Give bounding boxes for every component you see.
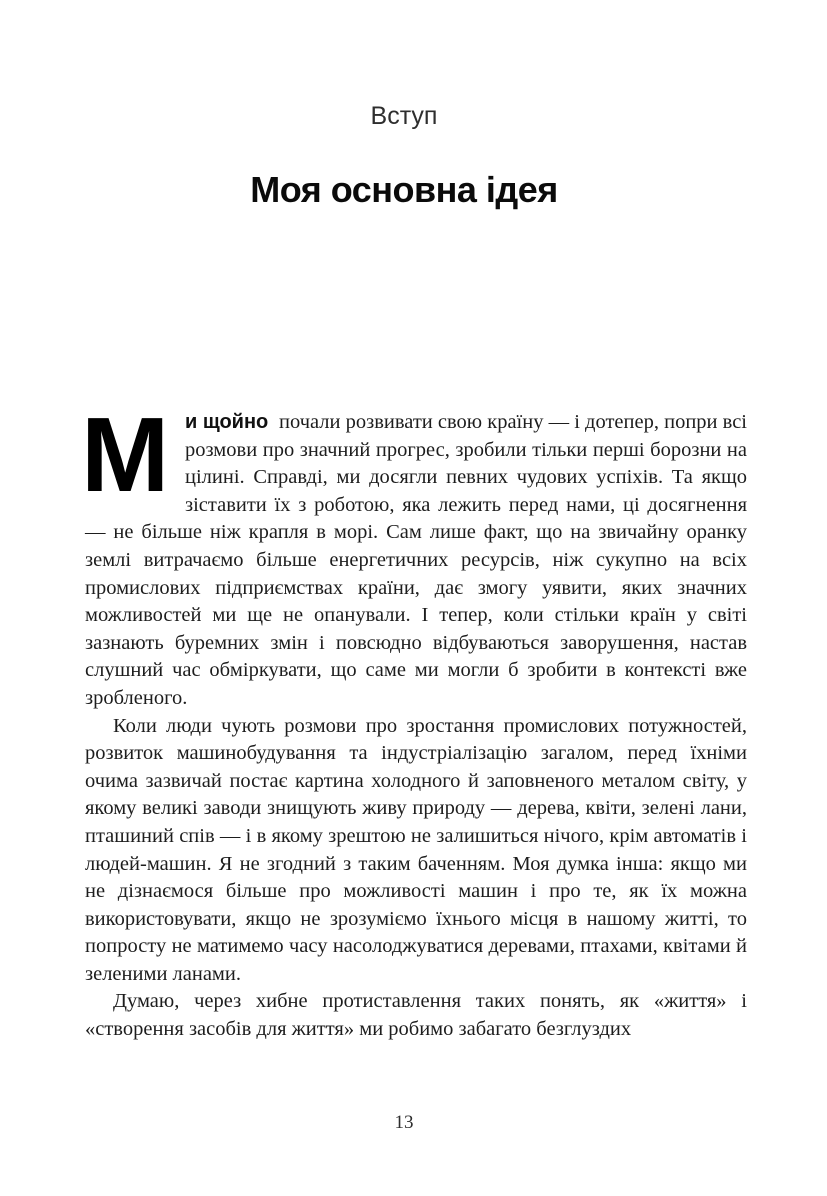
drop-cap-letter: М xyxy=(81,396,170,514)
body-text xyxy=(85,409,747,1044)
lead-in-words: и щойно xyxy=(185,411,269,433)
section-label: Вступ xyxy=(370,102,438,130)
paragraph-1-text: почали розвивати свою країну — і дотепер, попри всі розмови про значний прогрес, зробили тільки перші борозни на цілині. Справді, ми досягли певних чудових успіхів. Та якщо зіставити їх з роботою, яка лежить перед нами, ці досягнення — не більше ніж крапля в морі. Сам лише факт, що на звичайну оранку землі витрачаємо більше енергетичних ресурсів, ніж сукупно на всіх промислових підприємствах країни, дає змогу уявити, яких значних можливостей ми ще не опанували. І тепер, коли стільки країн у світі зазнають буремних змін і повсюдно відбуваються заворушення, настав слушний час обміркувати, що саме ми могли б зробити в контексті вже зробленого. xyxy=(85,411,748,709)
page-number: 13 xyxy=(394,1112,414,1133)
paragraph-2: Коли люди чують розмови про зростання промислових потужностей, розвиток машинобудування та індустріалізацію загалом, перед їхніми очима зазвичай постає картина холодного й заповненого металом світу, у якому великі заводи знищують живу природу — дерева, квіти, зелені лани, пташиний спів — і в якому зрештою не залишиться нічого, крім автоматів і людей-машин. Я не згодний з таким баченням. Моя думка інша: якщо ми не дізнаємося більше про можливості машин і про те, як їх можна використовувати, якщо не зрозуміємо їхнього місця в нашому житті, то попросту не матимемо часу насолоджуватися деревами, птахами, квітами й зеленими ланами. xyxy=(85,714,747,985)
paragraph-1 xyxy=(85,409,747,713)
drop-cap-spacer xyxy=(85,409,185,492)
paragraph-3: Думаю, через хибне протиставлення таких понять, як «життя» і «створення засобів для життя» ми робимо забагато безглуздих xyxy=(85,990,747,1041)
chapter-title: Моя основна ідея xyxy=(250,169,558,210)
